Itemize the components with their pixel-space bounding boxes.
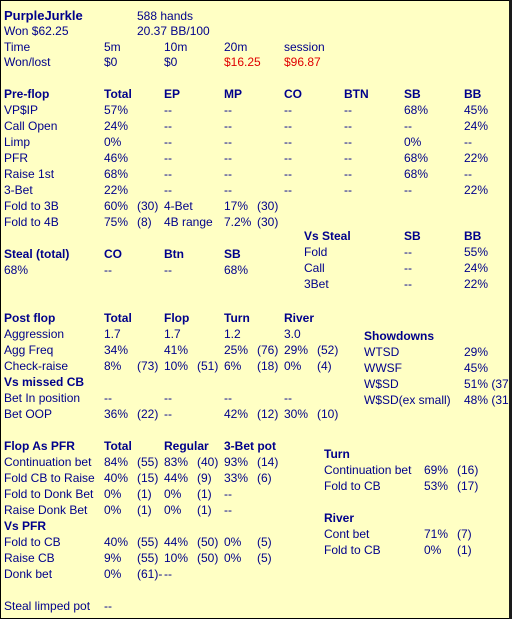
stat-cell: 40% bbox=[104, 471, 129, 485]
stat-cell: (18) bbox=[257, 359, 279, 373]
stat-cell: 3.0 bbox=[284, 327, 301, 341]
vs-missed-cb-title: Vs missed CB bbox=[4, 375, 85, 389]
stat-cell: -- bbox=[284, 119, 292, 133]
showdown-value: 29% bbox=[464, 345, 489, 359]
stat-cell: -- bbox=[164, 103, 172, 117]
vs-steal-cell: Call bbox=[304, 261, 325, 275]
stat-cell: -- bbox=[224, 487, 232, 501]
stat-cell: -- bbox=[344, 119, 352, 133]
wonlost-value: $0 bbox=[164, 55, 178, 69]
wonlost-value: $16.25 bbox=[224, 55, 261, 69]
stat-cell: (4) bbox=[317, 359, 332, 373]
stat-cell: -- bbox=[284, 391, 292, 405]
stat-cell: -- bbox=[404, 119, 412, 133]
showdown-value: 48% (31 bbox=[464, 393, 509, 407]
stat-cell: (1) bbox=[197, 503, 212, 517]
stat-cell: (6) bbox=[257, 471, 272, 485]
stat-cell: -- bbox=[164, 391, 172, 405]
preflop-header: BTN bbox=[344, 87, 369, 101]
stat-cell: Fold to Donk Bet bbox=[4, 487, 94, 501]
postflop-header: Turn bbox=[224, 311, 250, 325]
stat-cell: 45% bbox=[464, 103, 489, 117]
river-value: 0% bbox=[424, 543, 442, 557]
turn-title: Turn bbox=[324, 447, 350, 461]
wonlost-value: Won/lost bbox=[4, 55, 51, 69]
fold-to-4bet: 7.2% bbox=[224, 215, 252, 229]
stat-cell: 46% bbox=[104, 151, 129, 165]
row-label: Aggression bbox=[4, 327, 65, 341]
stat-cell: (1) bbox=[137, 487, 152, 501]
river-label: Cont bet bbox=[324, 527, 370, 541]
stat-cell: 1.2 bbox=[224, 327, 241, 341]
stat-cell: 0% bbox=[104, 487, 122, 501]
stat-cell: -- bbox=[344, 183, 352, 197]
stat-cell: (5) bbox=[257, 535, 272, 549]
river-count: (7) bbox=[457, 527, 472, 541]
stat-cell: -- bbox=[164, 135, 172, 149]
flop-pfr-header: Regular bbox=[164, 439, 209, 453]
row-label: Check-raise bbox=[4, 359, 69, 373]
row-label: Raise 1st bbox=[4, 167, 55, 181]
stat-cell: Fold CB to Raise bbox=[4, 471, 95, 485]
stat-cell: 84% bbox=[104, 455, 129, 469]
stat-cell: 44% bbox=[164, 535, 189, 549]
stat-cell: 93% bbox=[224, 455, 249, 469]
stat-cell: 8% bbox=[104, 359, 122, 373]
row-label: PFR bbox=[4, 151, 28, 165]
stat-cell: (1) bbox=[197, 487, 212, 501]
vs-steal-cell: -- bbox=[404, 245, 412, 259]
preflop-header: Pre-flop bbox=[4, 87, 50, 101]
vs-steal-header: Vs Steal bbox=[304, 229, 351, 243]
time-header: 5m bbox=[104, 40, 121, 54]
stat-cell: (55) bbox=[137, 535, 159, 549]
vs-steal-cell: -- bbox=[404, 261, 412, 275]
fold-to-3bet: (30) bbox=[257, 199, 279, 213]
stat-cell: Bet OOP bbox=[4, 407, 53, 421]
time-header: 10m bbox=[164, 40, 188, 54]
steal-cell: -- bbox=[104, 263, 112, 277]
stat-cell: -- bbox=[224, 167, 232, 181]
stat-cell: 9% bbox=[104, 551, 122, 565]
stat-cell: Continuation bet bbox=[4, 455, 92, 469]
fold-to-4bet: 4B range bbox=[164, 215, 213, 229]
turn-value: 69% bbox=[424, 463, 449, 477]
stat-cell: 0% bbox=[284, 359, 302, 373]
fold-to-3bet: 60% bbox=[104, 199, 129, 213]
river-count: (1) bbox=[457, 543, 472, 557]
stat-cell: 22% bbox=[464, 151, 489, 165]
vs-steal-cell: 22% bbox=[464, 277, 489, 291]
steal-cell: 68% bbox=[4, 263, 29, 277]
stat-cell: -- bbox=[284, 183, 292, 197]
stat-cell: -- bbox=[104, 391, 112, 405]
stat-cell: -- bbox=[164, 119, 172, 133]
row-label: Agg Freq bbox=[4, 343, 54, 357]
turn-value: 53% bbox=[424, 479, 449, 493]
vs-steal-cell: 55% bbox=[464, 245, 489, 259]
fold-to-3bet: Fold to 3B bbox=[4, 199, 59, 213]
stat-cell: 10% bbox=[164, 551, 189, 565]
stat-cell: -- bbox=[284, 167, 292, 181]
stat-cell: 25% bbox=[224, 343, 249, 357]
stat-cell: 10% bbox=[164, 359, 189, 373]
stat-cell: 22% bbox=[104, 183, 129, 197]
time-header: Time bbox=[4, 40, 31, 54]
stat-cell: (52) bbox=[317, 343, 339, 357]
steal-header: CO bbox=[104, 247, 122, 261]
player-name: PurpleJurkle bbox=[4, 8, 83, 23]
wonlost-value: $0 bbox=[104, 55, 118, 69]
showdown-label: W$SD bbox=[364, 377, 399, 391]
showdown-label: WWSF bbox=[364, 361, 402, 375]
stat-cell: -- bbox=[284, 151, 292, 165]
showdown-label: W$SD(ex small) bbox=[364, 393, 451, 407]
vs-steal-header: SB bbox=[404, 229, 421, 243]
showdown-value: 51% (37 bbox=[464, 377, 509, 391]
stat-cell: -- bbox=[164, 151, 172, 165]
vs-pfr-title: Vs PFR bbox=[4, 519, 47, 533]
stat-cell: 29% bbox=[284, 343, 309, 357]
river-value: 71% bbox=[424, 527, 449, 541]
stat-cell: 68% bbox=[404, 103, 429, 117]
stat-cell: -- bbox=[404, 183, 412, 197]
preflop-header: Total bbox=[104, 87, 132, 101]
stat-cell: (15) bbox=[137, 471, 159, 485]
stat-cell: -- bbox=[344, 135, 352, 149]
stat-cell: Raise CB bbox=[4, 551, 55, 565]
stat-cell: 68% bbox=[104, 167, 129, 181]
hands-count: 588 hands bbox=[137, 9, 194, 23]
steal-header: Steal (total) bbox=[4, 247, 70, 261]
stat-cell: 34% bbox=[104, 343, 129, 357]
fold-to-3bet: 17% bbox=[224, 199, 249, 213]
vs-steal-cell: 3Bet bbox=[304, 277, 329, 291]
stat-cell: 0% bbox=[104, 567, 122, 581]
postflop-header: Flop bbox=[164, 311, 190, 325]
stat-cell: 6% bbox=[224, 359, 242, 373]
stat-cell: (12) bbox=[257, 407, 279, 421]
stat-cell: (51) bbox=[197, 359, 219, 373]
stat-cell: 44% bbox=[164, 471, 189, 485]
stat-cell: (73) bbox=[137, 359, 159, 373]
stat-cell: (61)- bbox=[137, 567, 163, 581]
stat-cell: (1) bbox=[137, 503, 152, 517]
wonlost-value: $96.87 bbox=[284, 55, 321, 69]
vs-steal-header: BB bbox=[464, 229, 482, 243]
stat-cell: (9) bbox=[197, 471, 212, 485]
stat-cell: 68% bbox=[404, 167, 429, 181]
stat-cell: 0% bbox=[224, 535, 242, 549]
time-header: session bbox=[284, 40, 325, 54]
showdown-value: 45% bbox=[464, 361, 489, 375]
row-label: 3-Bet bbox=[4, 183, 33, 197]
stat-cell: 1.7 bbox=[164, 327, 181, 341]
time-header: 20m bbox=[224, 40, 248, 54]
fold-to-4bet: (30) bbox=[257, 215, 279, 229]
stat-cell: (5) bbox=[257, 551, 272, 565]
fold-to-3bet: (30) bbox=[137, 199, 159, 213]
stat-cell: 36% bbox=[104, 407, 129, 421]
turn-count: (17) bbox=[457, 479, 479, 493]
stat-cell: 57% bbox=[104, 103, 129, 117]
fold-to-4bet: (8) bbox=[137, 215, 152, 229]
stat-cell: Fold to CB bbox=[4, 535, 61, 549]
preflop-header: MP bbox=[224, 87, 242, 101]
stat-cell: -- bbox=[224, 391, 232, 405]
flop-pfr-header: 3-Bet pot bbox=[224, 439, 276, 453]
stat-cell: (14) bbox=[257, 455, 279, 469]
steal-cell: -- bbox=[164, 263, 172, 277]
bb-per-100: 20.37 BB/100 bbox=[137, 24, 210, 38]
turn-label: Continuation bet bbox=[324, 463, 412, 477]
vs-steal-cell: 24% bbox=[464, 261, 489, 275]
vs-steal-cell: -- bbox=[404, 277, 412, 291]
stat-cell: 83% bbox=[164, 455, 189, 469]
steal-cell: 68% bbox=[224, 263, 249, 277]
stat-cell: -- bbox=[284, 135, 292, 149]
fold-to-4bet: 75% bbox=[104, 215, 129, 229]
fold-to-4bet: Fold to 4B bbox=[4, 215, 59, 229]
stat-cell: 0% bbox=[104, 135, 122, 149]
turn-label: Fold to CB bbox=[324, 479, 381, 493]
flop-pfr-header: Flop As PFR bbox=[4, 439, 75, 453]
stat-cell: Bet In position bbox=[4, 391, 81, 405]
stat-cell: -- bbox=[164, 407, 172, 421]
stat-cell: 41% bbox=[164, 343, 189, 357]
preflop-header: CO bbox=[284, 87, 302, 101]
stat-cell: (76) bbox=[257, 343, 279, 357]
stat-cell: 1.7 bbox=[104, 327, 121, 341]
preflop-header: EP bbox=[164, 87, 181, 101]
stat-cell: 0% bbox=[104, 503, 122, 517]
stat-cell: (40) bbox=[197, 455, 219, 469]
stat-cell: (55) bbox=[137, 455, 159, 469]
flop-pfr-header: Total bbox=[104, 439, 132, 453]
stat-cell: -- bbox=[164, 183, 172, 197]
stat-cell: -- bbox=[164, 567, 172, 581]
stat-cell: 33% bbox=[224, 471, 249, 485]
stat-cell: -- bbox=[344, 167, 352, 181]
steal-header: SB bbox=[224, 247, 241, 261]
preflop-header: BB bbox=[464, 87, 482, 101]
stat-cell: (55) bbox=[137, 551, 159, 565]
stat-cell: -- bbox=[464, 135, 472, 149]
showdowns-title: Showdowns bbox=[364, 329, 434, 343]
stat-cell: -- bbox=[284, 103, 292, 117]
stat-cell: (10) bbox=[317, 407, 339, 421]
stat-cell: -- bbox=[164, 167, 172, 181]
stat-cell: -- bbox=[224, 103, 232, 117]
stat-cell: -- bbox=[344, 103, 352, 117]
turn-count: (16) bbox=[457, 463, 479, 477]
steal-limped-label: Steal limped pot bbox=[4, 599, 91, 613]
row-label: Call Open bbox=[4, 119, 58, 133]
fold-to-3bet: 4-Bet bbox=[164, 199, 193, 213]
postflop-header: Post flop bbox=[4, 311, 56, 325]
stat-cell: -- bbox=[344, 151, 352, 165]
steal-limped-value: -- bbox=[104, 599, 112, 613]
won-amount: Won $62.25 bbox=[4, 24, 69, 38]
vs-steal-cell: Fold bbox=[304, 245, 328, 259]
stat-cell: 68% bbox=[404, 151, 429, 165]
stat-cell: (22) bbox=[137, 407, 159, 421]
showdown-label: WTSD bbox=[364, 345, 400, 359]
postflop-header: Total bbox=[104, 311, 132, 325]
stat-cell: Donk bet bbox=[4, 567, 53, 581]
row-label: Limp bbox=[4, 135, 31, 149]
stat-cell: -- bbox=[224, 119, 232, 133]
stat-cell: 40% bbox=[104, 535, 129, 549]
stat-cell: 0% bbox=[164, 503, 182, 517]
stat-cell: Raise Donk Bet bbox=[4, 503, 88, 517]
stat-cell: -- bbox=[224, 503, 232, 517]
stat-cell: 0% bbox=[164, 487, 182, 501]
stat-cell: -- bbox=[224, 151, 232, 165]
row-label: VP$IP bbox=[4, 103, 39, 117]
stat-cell: (50) bbox=[197, 551, 219, 565]
stat-cell: 30% bbox=[284, 407, 309, 421]
river-title: River bbox=[324, 511, 355, 525]
preflop-header: SB bbox=[404, 87, 421, 101]
stat-cell: 0% bbox=[404, 135, 422, 149]
stat-cell: 42% bbox=[224, 407, 249, 421]
stat-cell: -- bbox=[224, 135, 232, 149]
postflop-header: River bbox=[284, 311, 315, 325]
river-label: Fold to CB bbox=[324, 543, 381, 557]
stat-cell: -- bbox=[224, 183, 232, 197]
stat-cell: 24% bbox=[104, 119, 129, 133]
stat-cell: 0% bbox=[224, 551, 242, 565]
stat-cell: -- bbox=[464, 167, 472, 181]
stat-cell: (50) bbox=[197, 535, 219, 549]
stat-cell: 24% bbox=[464, 119, 489, 133]
steal-header: Btn bbox=[164, 247, 184, 261]
stat-cell: 22% bbox=[464, 183, 489, 197]
